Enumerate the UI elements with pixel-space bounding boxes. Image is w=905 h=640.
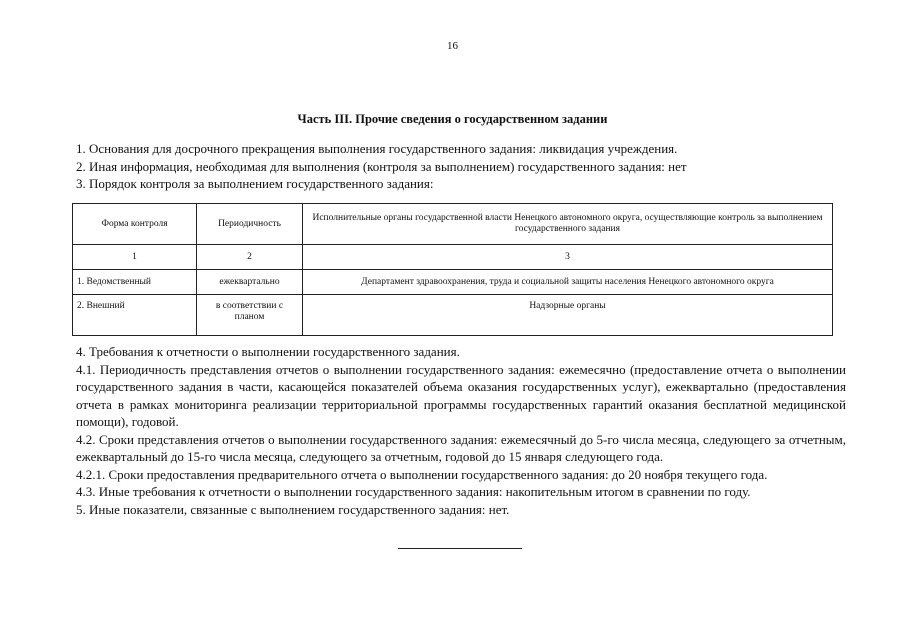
column-number-3: 3 xyxy=(303,245,833,270)
table-column-numbers-row xyxy=(73,245,833,270)
header-periodicity: Периодичность xyxy=(197,204,303,245)
cell-authority: Надзорные органы xyxy=(303,295,833,336)
column-number-2: 2 xyxy=(197,245,303,270)
intro-block xyxy=(76,140,836,193)
paragraph-4-1: 4.1. Периодичность представления отчетов о выполнении государственного задания: ежемесячно (предоставление отчета о выполнении государственного задания в части, касающейся показателей объема оказания государственных услуг), ежеквартально (предоставления отчета в рамках мониторинга реализации территориальной программы государственных гарантий оказания бесплатной медицинской помощи), годовой. xyxy=(76,361,846,429)
table-header-row xyxy=(73,204,833,245)
cell-authority: Департамент здравоохранения, труда и социальной защиты населения Ненецкого автономного округа xyxy=(303,270,833,295)
cell-periodicity: в соответствии с планом xyxy=(197,295,303,336)
cell-periodicity: ежеквартально xyxy=(197,270,303,295)
section-title: Часть III. Прочие сведения о государственном задании xyxy=(297,112,608,126)
paragraph-4-3: 4.3. Иные требования к отчетности о выполнении государственного задания: накопительным итогом в сравнении по году. xyxy=(76,484,751,499)
paragraph-4: 4. Требования к отчетности о выполнении государственного задания. xyxy=(76,344,460,359)
column-number-1: 1 xyxy=(73,245,197,270)
intro-line-1: 1. Основания для досрочного прекращения выполнения государственного задания: ликвидация учреждения. xyxy=(76,141,678,156)
paragraph-4-2-1: 4.2.1. Сроки предоставления предварительного отчета о выполнении государственного задания: до 20 ноября текущего года. xyxy=(76,466,768,482)
table-row xyxy=(73,295,833,336)
requirements-block xyxy=(76,343,846,518)
intro-line-2: 2. Иная информация, необходимая для выполнения (контроля за выполнением) государственного задания: нет xyxy=(76,158,687,174)
cell-form: 2. Внешний xyxy=(73,295,197,336)
paragraph-5: 5. Иные показатели, связанные с выполнением государственного задания: нет. xyxy=(76,501,510,517)
footer-divider xyxy=(398,548,522,549)
header-form: Форма контроля xyxy=(73,204,197,245)
control-table xyxy=(72,203,833,336)
cell-form: 1. Ведомственный xyxy=(73,270,197,295)
table-row xyxy=(73,270,833,295)
intro-line-3: 3. Порядок контроля за выполнением государственного задания: xyxy=(76,176,434,191)
header-authority: Исполнительные органы государственной власти Ненецкого автономного округа, осуществляющие контроль за выполнением государственного задания xyxy=(303,204,833,245)
page-number: 16 xyxy=(447,40,458,52)
paragraph-4-2: 4.2. Сроки представления отчетов о выполнении государственного задания: ежемесячный до 5-го числа месяца, следующего за отчетным, ежеквартальный до 15-го числа месяца, следующего за отчетным, годовой до 15 января следующего года. xyxy=(76,431,846,464)
